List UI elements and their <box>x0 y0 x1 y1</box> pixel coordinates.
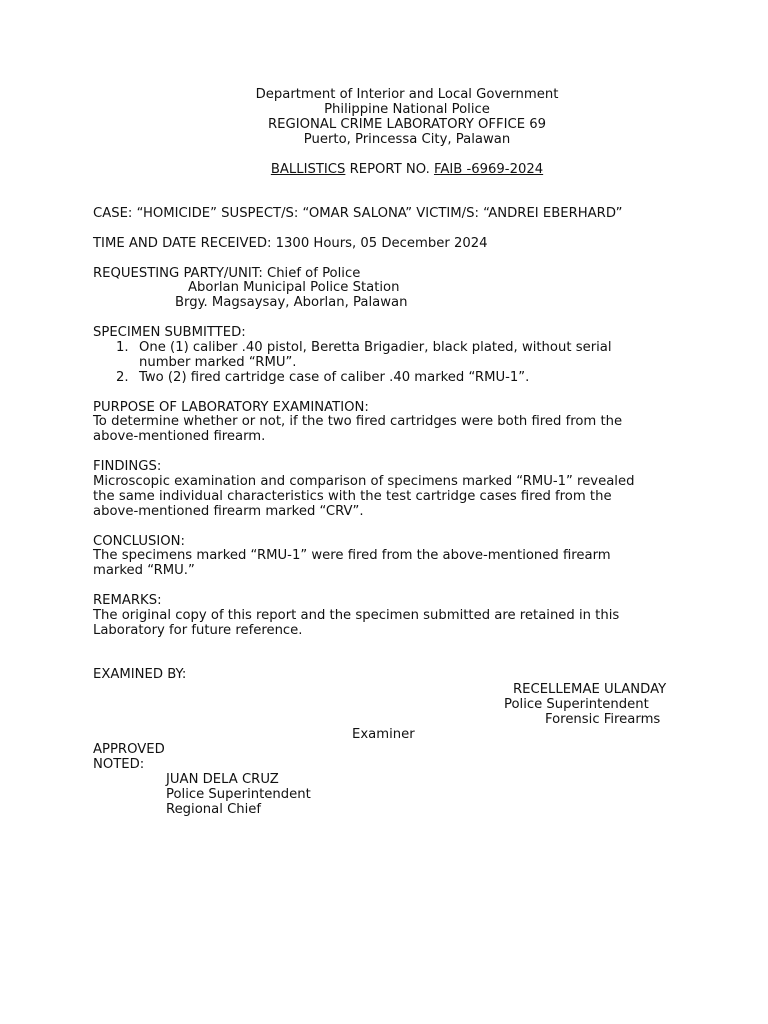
examined-by-label: EXAMINED BY: <box>93 667 187 682</box>
remarks-heading: REMARKS: <box>93 593 162 608</box>
requesting-station: Aborlan Municipal Police Station <box>188 280 400 295</box>
examiner-role: Examiner <box>352 727 415 742</box>
specimen-item-text: One (1) caliber .40 pistol, Beretta Brigadier, black plated, without serial <box>139 340 612 355</box>
approved-label: APPROVED <box>93 742 165 757</box>
findings-text-cont: the same individual characteristics with the test cartridge cases fired from the <box>93 489 612 504</box>
specimen-item-text: Two (2) fired cartridge case of caliber .40 marked “RMU-1”. <box>139 370 530 385</box>
requesting-address: Brgy. Magsaysay, Aborlan, Palawan <box>175 295 408 310</box>
report-number: FAIB -6969-2024 <box>433 162 544 177</box>
purpose-heading: PURPOSE OF LABORATORY EXAMINATION: <box>93 400 369 415</box>
examiner-unit: Forensic Firearms <box>545 712 661 727</box>
header-office: REGIONAL CRIME LABORATORY OFFICE 69 <box>267 117 547 132</box>
approver-name: JUAN DELA CRUZ <box>166 772 279 787</box>
case-line: CASE: “HOMICIDE” SUSPECT/S: “OMAR SALONA” VICTIM/S: “ANDREI EBERHARD” <box>93 206 623 221</box>
conclusion-text-cont: marked “RMU.” <box>93 563 195 578</box>
examiner-rank: Police Superintendent <box>504 697 649 712</box>
examiner-name: RECELLEMAE ULANDAY <box>513 682 667 697</box>
findings-heading: FINDINGS: <box>93 459 162 474</box>
report-title-ballistics: BALLISTICS <box>270 162 346 177</box>
specimen-item-text-cont: number marked “RMU”. <box>139 355 297 370</box>
findings-text-cont: above-mentioned firearm marked “CRV”. <box>93 504 364 519</box>
report-title-middle: REPORT NO. <box>345 162 434 177</box>
requesting-party: REQUESTING PARTY/UNIT: Chief of Police <box>93 266 361 281</box>
report-title <box>0 162 768 177</box>
conclusion-heading: CONCLUSION: <box>93 534 185 549</box>
findings-text: Microscopic examination and comparison of specimens marked “RMU-1” revealed <box>93 474 635 489</box>
purpose-text: To determine whether or not, if the two fired cartridges were both fired from the <box>93 414 623 429</box>
approver-title: Regional Chief <box>166 802 262 817</box>
conclusion-text: The specimens marked “RMU-1” were fired from the above-mentioned firearm <box>93 548 611 563</box>
specimen-item-number: 1. <box>116 340 129 355</box>
approver-rank: Police Superintendent <box>166 787 311 802</box>
remarks-text-cont: Laboratory for future reference. <box>93 623 303 638</box>
purpose-text-cont: above-mentioned firearm. <box>93 429 266 444</box>
remarks-text: The original copy of this report and the specimen submitted are retained in this <box>93 608 620 623</box>
header-location: Puerto, Princessa City, Palawan <box>303 132 511 147</box>
time-received: TIME AND DATE RECEIVED: 1300 Hours, 05 December 2024 <box>93 236 488 251</box>
specimen-item-number: 2. <box>116 370 129 385</box>
specimen-heading: SPECIMEN SUBMITTED: <box>93 325 246 340</box>
header-department: Department of Interior and Local Government <box>255 87 559 102</box>
header-agency: Philippine National Police <box>324 102 490 117</box>
noted-label: NOTED: <box>93 757 145 772</box>
